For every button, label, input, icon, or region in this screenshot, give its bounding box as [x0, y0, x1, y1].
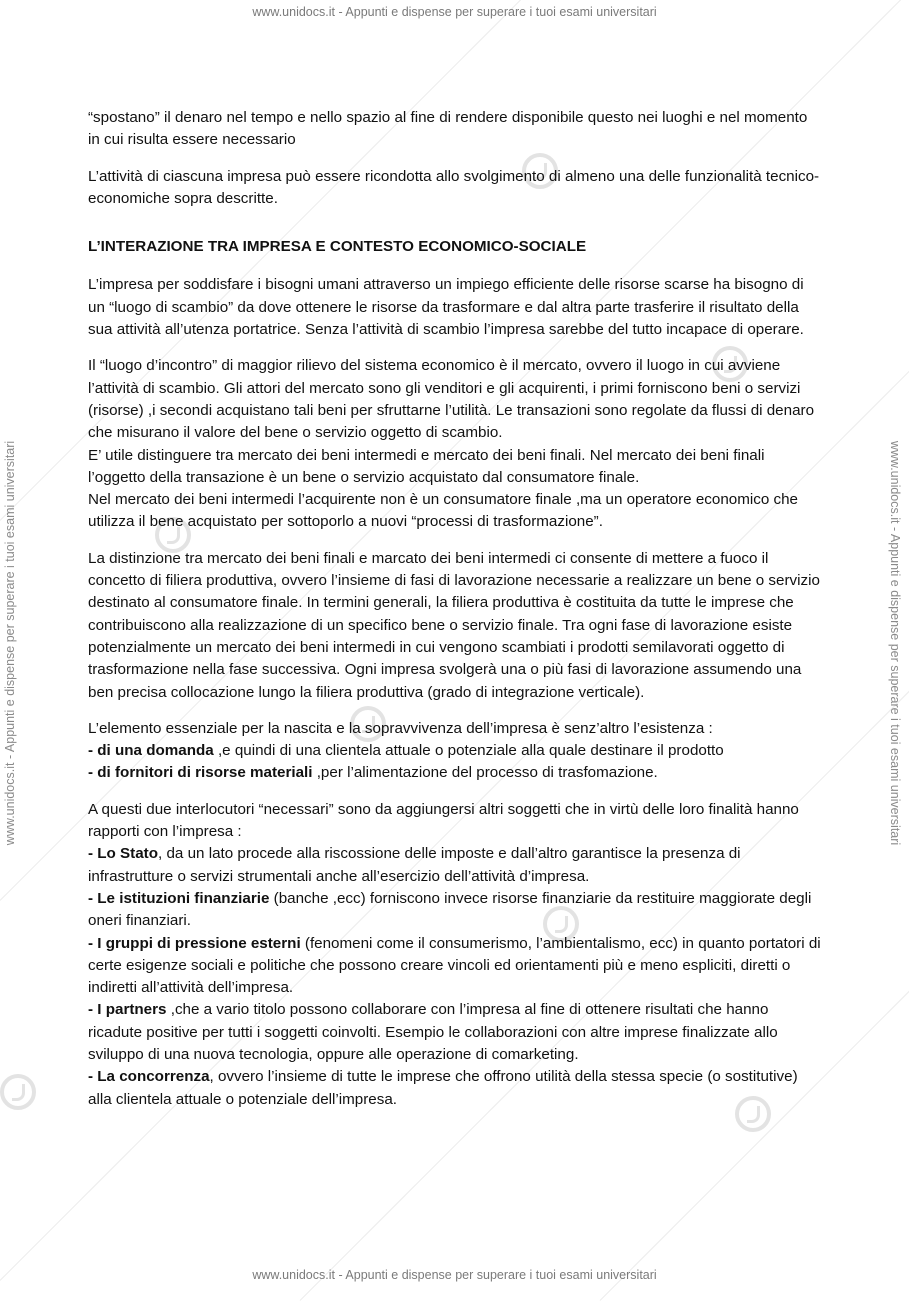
watermark-side-left: www.unidocs.it - Appunti e dispense per superare i tuoi esami universitari — [3, 440, 17, 846]
list-item-text: , da un lato procede alla riscossione delle imposte e dall’altro garantisce la presenza di infrastrutture o servizi strumentali anche all’esercizio dell’attività d’impresa. — [88, 845, 741, 885]
list-item-text: ,per l’alimentazione del processo di trasfomazione. — [312, 764, 658, 782]
list-item-text: (banche ,ecc) forniscono invece risorse finanziarie da restituire maggiorate degli oneri finanziari. — [88, 889, 812, 930]
paragraph-line: L’elemento essenziale per la nascita e la sopravvivenza dell’impresa è senz’altro l’esistenza : — [88, 719, 713, 737]
paragraph — [88, 718, 823, 785]
list-item-text: ,e quindi di una clientela attuale o potenziale alla quale destinare il prodotto — [213, 742, 724, 760]
paragraph — [88, 799, 823, 1111]
list-item — [88, 1066, 823, 1111]
list-item-text: ,che a vario titolo possono collaborare con l’impresa al fine di ottenere risultati che hanno ricadute positive per tutti i soggetti coinvolti. Esempio le collaborazioni con altre imprese finalizzate allo sviluppo di una nuova tecnologia, oppure alle operazione di comarketing. — [88, 1001, 778, 1063]
list-item — [88, 933, 823, 1000]
list-item — [88, 740, 823, 762]
list-item-title: - di fornitori di risorse materiali — [88, 764, 313, 782]
list-item — [88, 888, 823, 933]
list-item-text: , ovvero l’insieme di tutte le imprese che offrono utilità della stessa specie (o sostitutive) alla clientela attuale o potenziale dell’impresa. — [88, 1068, 798, 1108]
list-item-text: (fenomeni come il consumerismo, l’ambientalismo, ecc) in quanto portatori di certe esigenze sociali e politiche che possono creare vincoli ed orientamenti più e meno espliciti, diretti o indiretti all’attività dell’impresa. — [88, 934, 821, 997]
paragraph-line: Nel mercato dei beni intermedi l’acquirente non è un consumatore finale ,ma un operatore economico che utilizza il bene acquistato per sottoporlo a nuovi “processi di trasformazione”. — [88, 491, 799, 531]
list-item-title: - Lo Stato — [88, 845, 159, 863]
watermark-side-right: www.unidocs.it - Appunti e dispense per superare i tuoi esami universitari — [888, 440, 902, 846]
paragraph-line: A questi due interlocutori “necessari” sono da aggiungersi altri soggetti che in virtù delle loro finalità hanno rapporti con l’impresa : — [88, 800, 799, 841]
list-item-title: - I gruppi di pressione esterni — [88, 934, 301, 952]
section-heading: L’INTERAZIONE TRA IMPRESA E CONTESTO ECONOMICO-SOCIALE — [88, 238, 587, 256]
watermark-logo-icon — [0, 1074, 36, 1110]
paragraph-line: Il “luogo d’incontro” di maggior rilievo del sistema economico è il mercato, ovvero il luogo in cui avviene l’attività di scambio. Gli attori del mercato sono gli venditori e gli acquirenti, i primi forniscono beni o servizi (risorse) ,i secondi acquistano tali beni per sfruttarne l’utilità. Le transazioni sono regolate da flussi di denaro che misurano il valore del bene o servizio oggetto di scambio. — [88, 357, 815, 442]
document-body — [88, 107, 823, 1125]
list-item — [88, 762, 823, 784]
watermark-header: www.unidocs.it - Appunti e dispense per superare i tuoi esami universitari — [252, 5, 657, 19]
paragraph: La distinzione tra mercato dei beni finali e marcato dei beni intermedi ci consente di mettere a fuoco il concetto di filiera produttiva, ovvero l’insieme di fasi di lavorazione necessarie a realizzare un bene o servizio destinato al consumatore finale. In termini generali, la filiera produttiva è costituita da tutte le imprese che contribuiscono alla realizzazione di un specifico bene o servizio finale. Tra ogni fase di lavorazione esiste potenzialmente un mercato dei beni intermedi in cui vengono scambiati i prodotti semilavorati oggetto di trasformazione nella fase successiva. Ogni impresa svolgerà una o più fasi di lavorazione assumendo una ben precisa collocazione lungo la filiera produttiva (grado di integrazione verticale). — [88, 549, 820, 701]
paragraph-line: E’ utile distinguere tra mercato dei beni intermedi e mercato dei beni finali. Nel mercato dei beni finali l’oggetto della transazione è un bene o servizio acquistato dal consumatore finale. — [88, 446, 765, 486]
list-item — [88, 843, 823, 888]
list-item-title: - La concorrenza — [88, 1068, 210, 1086]
watermark-footer: www.unidocs.it - Appunti e dispense per superare i tuoi esami universitari — [252, 1268, 657, 1282]
list-item-title: - Le istituzioni finanziarie — [88, 889, 270, 907]
paragraph: L’impresa per soddisfare i bisogni umani attraverso un impiego efficiente delle risorse scarse ha bisogno di un “luogo di scambio” da dove ottenere le risorse da trasformare e dal altra parte trasferire il risultato della sua attività all’utenza portatrice. Senza l’attività di scambio l’impresa sarebbe del tutto incapace di operare. — [88, 276, 804, 339]
list-item — [88, 999, 823, 1066]
list-item-title: - I partners — [88, 1001, 167, 1019]
paragraph: “spostano” il denaro nel tempo e nello spazio al fine di rendere disponibile questo nei luoghi e nel momento in cui risulta essere necessario — [88, 109, 808, 149]
paragraph: L’attività di ciascuna impresa può essere ricondotta allo svolgimento di almeno una delle funzionalità tecnico-economiche sopra descritte. — [88, 167, 820, 207]
paragraph — [88, 355, 823, 533]
list-item-title: - di una domanda — [88, 742, 214, 760]
